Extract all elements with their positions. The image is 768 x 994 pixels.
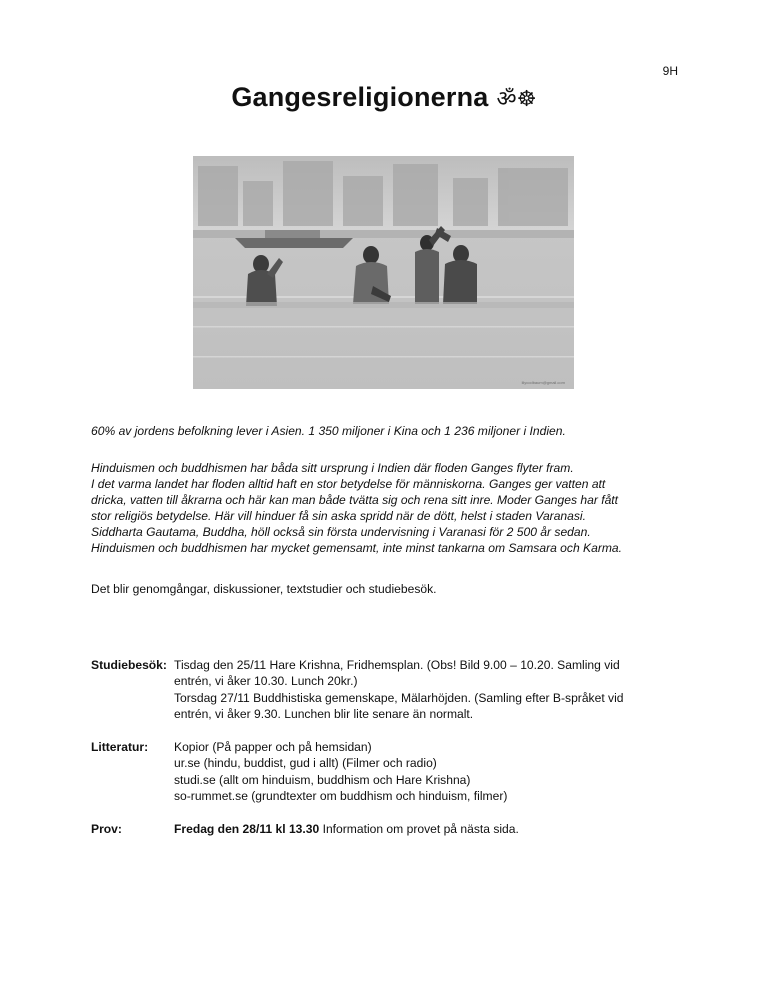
- photo-watermark: lilycodbaum@gmail.com: [521, 380, 565, 385]
- paragraph-line: Siddharta Gautama, Buddha, höll också sin första undervisning i Varanasi för 2 500 år sedan.: [91, 525, 591, 540]
- prov-date: Fredag den 28/11 kl 13.30: [174, 822, 320, 836]
- paragraph-line: dricka, vatten till åkrarna och här kan man både tvätta sig och rena sitt inre. Moder Ganges har fått: [91, 493, 619, 508]
- activities-text: Det blir genomgångar, diskussioner, textstudier och studiebesök.: [91, 582, 437, 596]
- studiebesok-line: entrén, vi åker 9.30. Lunchen blir lite senare än normalt.: [174, 707, 474, 722]
- prov-label: Prov:: [91, 822, 122, 836]
- ganges-bathers-photo: [193, 156, 574, 389]
- litteratur-line: so-rummet.se (grundtexter om buddhism och hinduism, filmer): [174, 789, 508, 804]
- studiebesok-line: entrén, vi åker 10.30. Lunch 20kr.): [174, 674, 358, 689]
- studiebesok-line: Torsdag 27/11 Buddhistiska gemenskape, Mälarhöjden. (Samling efter B-språket vid: [174, 690, 624, 705]
- paragraph-line: Hinduismen och buddhismen har båda sitt ursprung i Indien där floden Ganges flyter fram.: [91, 461, 574, 475]
- paragraph-line: stor religiös betydelse. Här vill hinduer få sin aska spridd när de dött, helst i staden Varanasi.: [91, 509, 586, 524]
- paragraph-line: I det varma landet har floden alltid haft en stor betydelse för människorna. Ganges ger vatten att: [91, 477, 606, 492]
- page-title: [0, 82, 768, 113]
- intro-text: 60% av jordens befolkning lever i Asien. 1 350 miljoner i Kina och 1 236 miljoner i Indien.: [91, 424, 566, 438]
- title-text: Gangesreligionerna: [231, 82, 489, 112]
- litteratur-line: ur.se (hindu, buddist, gud i allt) (Filmer och radio): [174, 756, 437, 771]
- paragraph-line: Hinduismen och buddhismen har mycket gemensamt, inte minst tankarna om Samsara och Karma.: [91, 541, 623, 556]
- boat: [235, 238, 353, 248]
- litteratur-line: studi.se (allt om hinduism, buddhism och Hare Krishna): [174, 772, 471, 787]
- page-label: 9H: [662, 64, 678, 78]
- intro-paragraph: [91, 460, 691, 557]
- litteratur-line: Kopior (På papper och på hemsidan): [174, 740, 372, 754]
- om-dharma-wheel-icon: ॐ☸: [496, 87, 537, 112]
- prov-info: Information om provet på nästa sida.: [319, 822, 519, 836]
- litteratur-label: Litteratur:: [91, 740, 149, 754]
- studiebesok-label: Studiebesök:: [91, 658, 167, 672]
- studiebesok-line: Tisdag den 25/11 Hare Krishna, Fridhemsplan. (Obs! Bild 9.00 – 10.20. Samling vid: [174, 658, 620, 672]
